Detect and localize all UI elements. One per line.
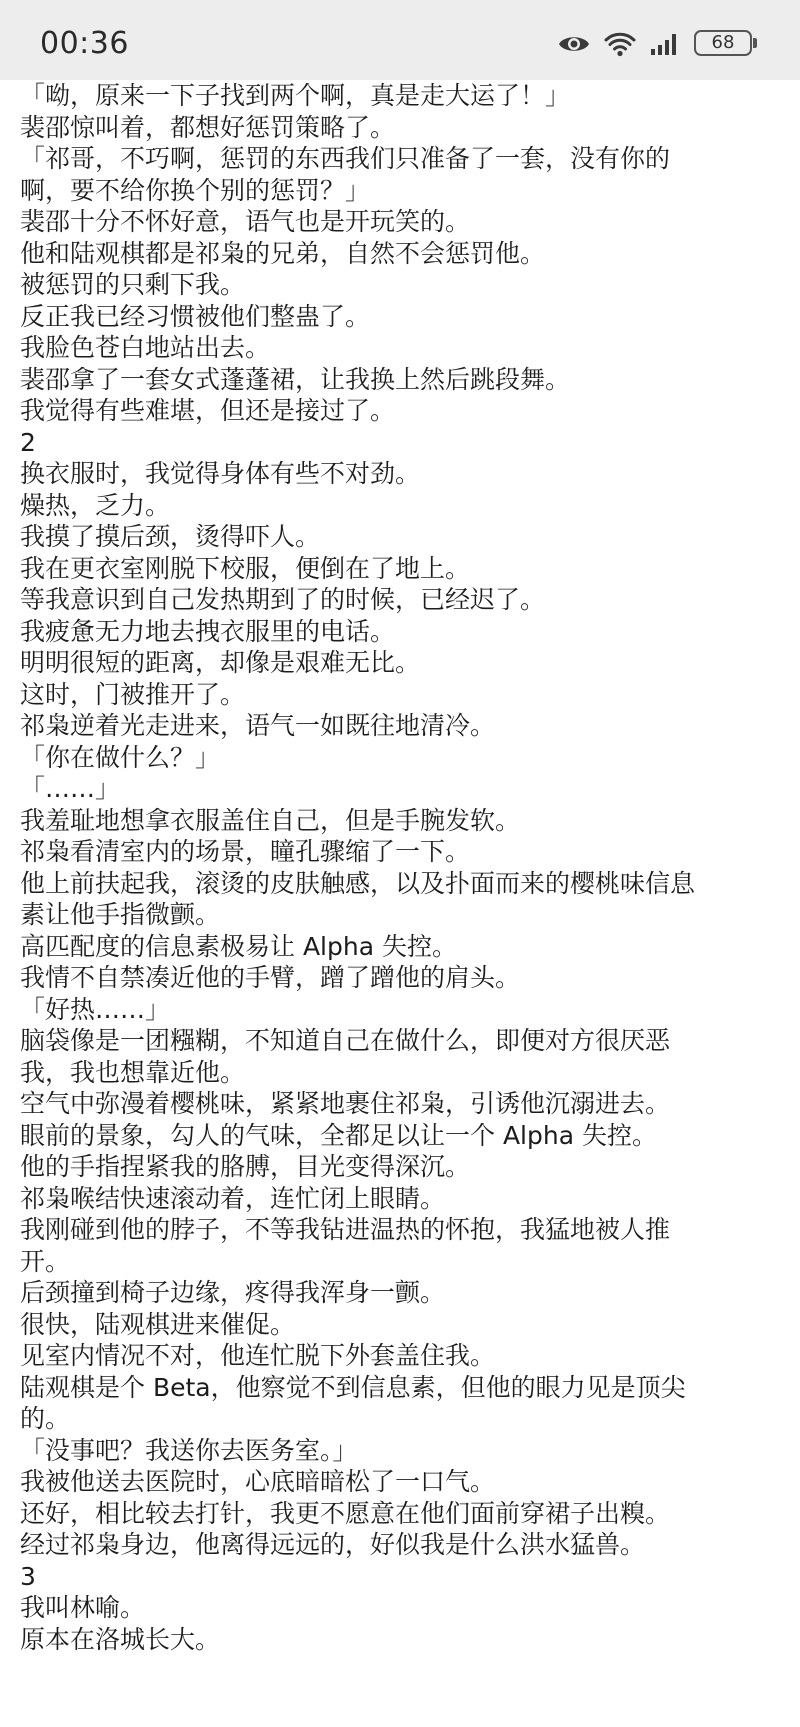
text-line: 开。 [20,1246,71,1276]
text-line: 他的手指捏紧我的胳膊，目光变得深沉。 [20,1152,471,1181]
text-line: 等我意识到自己发热期到了的时候，已经迟了。 [20,585,546,614]
text-line: 我，我也想靠近他。 [20,1057,246,1087]
text-line: 陆观棋是个 Beta，他察觉不到信息素，但他的眼力见是顶尖 [20,1372,686,1402]
eye-icon [558,33,590,55]
text-line: 换衣服时，我觉得身体有些不对劲。 [20,459,421,488]
battery-level: 68 [694,30,752,56]
text-line: 明明很短的距离，却像是艰难无比。 [20,648,421,677]
text-line: 「祁哥，不巧啊，惩罚的东西我们只准备了一套，没有你的 [20,144,671,173]
text-line: 脑袋像是一团糨糊，不知道自己在做什么，即便对方很厌恶 [20,1026,671,1055]
text-line: 还好，相比较去打针，我更不愿意在他们面前穿裙子出糗。 [20,1498,671,1528]
battery-icon [694,30,760,58]
text-line: 祁枭逆着光走进来，语气一如既往地清冷。 [20,711,496,740]
text-line: 我情不自禁凑近他的手臂，蹭了蹭他的肩头。 [20,963,521,992]
text-line: 我在更衣室刚脱下校服，便倒在了地上。 [20,553,471,583]
text-line: 我叫林喻。 [20,1593,146,1622]
text-line: 「好热……」 [20,994,171,1024]
status-bar [0,0,800,80]
text-line: 被惩罚的只剩下我。 [20,270,246,299]
text-line: 高匹配度的信息素极易让 Alpha 失控。 [20,931,457,961]
text-line: 经过祁枭身边，他离得远远的，好似我是什么洪水猛兽。 [20,1530,646,1559]
text-line: 我疲惫无力地去拽衣服里的电话。 [20,616,396,646]
text-line: 我摸了摸后颈，烫得吓人。 [20,522,321,551]
text-line: 啊，要不给你换个别的惩罚？」 [20,175,371,205]
text-line: 原本在洛城长大。 [20,1624,221,1654]
article-text [20,80,782,1727]
text-line: 眼前的景象，勾人的气味，全都足以让一个 Alpha 失控。 [20,1120,657,1150]
text-line: 我刚碰到他的脖子，不等我钻进温热的怀抱，我猛地被人推 [20,1215,671,1244]
text-line: 2 [20,427,36,457]
text-line: 的。 [20,1404,71,1433]
text-line: 很快，陆观棋进来催促。 [20,1309,296,1339]
status-time: 00:36 [40,26,129,61]
text-line: 祁枭看清室内的场景，瞳孔骤缩了一下。 [20,837,471,866]
signal-icon [650,32,680,56]
text-line: 我羞耻地想拿衣服盖住自己，但是手腕发软。 [20,805,521,835]
text-line: 反正我已经习惯被他们整蛊了。 [20,301,371,331]
text-line: 裴邵惊叫着，都想好惩罚策略了。 [20,112,396,142]
text-line: 「你在做什么？」 [20,742,221,772]
wifi-icon [604,31,636,57]
text-line: 裴邵拿了一套女式蓬蓬裙，让我换上然后跳段舞。 [20,364,571,394]
text-line: 燥热，乏力。 [20,490,171,520]
text-line: 我觉得有些难堪，但还是接过了。 [20,396,396,425]
text-line: 我被他送去医院时，心底暗暗松了一口气。 [20,1467,496,1496]
text-line: 后颈撞到椅子边缘，疼得我浑身一颤。 [20,1278,446,1307]
text-line: 3 [20,1561,36,1591]
text-line: 他和陆观棋都是祁枭的兄弟，自然不会惩罚他。 [20,238,546,268]
text-line: 「没事吧？我送你去医务室。」 [20,1435,358,1465]
text-line: 见室内情况不对，他连忙脱下外套盖住我。 [20,1341,496,1370]
text-line: 祁枭喉结快速滚动着，连忙闭上眼睛。 [20,1183,446,1213]
status-icons [558,26,760,62]
text-line: 这时，门被推开了。 [20,679,246,709]
text-line: 「……」 [20,774,121,803]
text-line: 我脸色苍白地站出去。 [20,333,271,362]
text-line: 他上前扶起我，滚烫的皮肤触感，以及扑面而来的樱桃味信息 [20,868,696,898]
text-line: 素让他手指微颤。 [20,900,221,929]
text-line: 裴邵十分不怀好意，语气也是开玩笑的。 [20,207,471,236]
text-line: 「呦，原来一下子找到两个啊，真是走大运了！」 [20,81,571,110]
text-line: 空气中弥漫着樱桃味，紧紧地裹住祁枭，引诱他沉溺进去。 [20,1089,671,1118]
